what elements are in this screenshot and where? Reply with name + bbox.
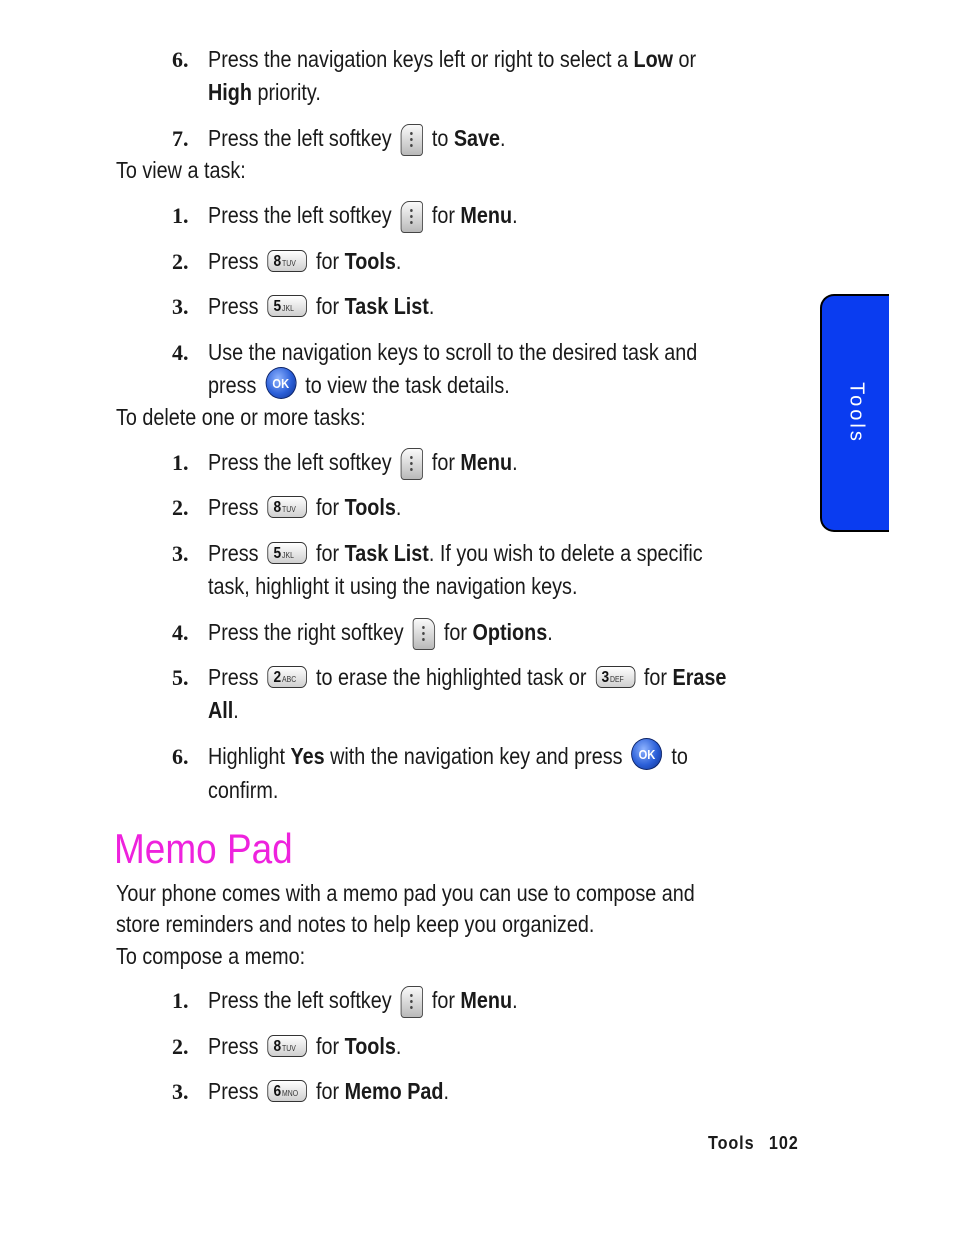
step-text: to <box>426 125 454 151</box>
key-5-icon <box>268 295 308 317</box>
step-text: . <box>512 202 518 228</box>
step-text: . If you wish to delete a specific <box>428 540 703 566</box>
step-bold: Task List <box>344 540 429 566</box>
key-number: 8 <box>273 1037 282 1055</box>
step-bold: Menu <box>460 202 513 228</box>
key-letters: TUV <box>282 258 296 268</box>
step-bold: Menu <box>460 987 513 1013</box>
key-letters: TUV <box>282 504 296 514</box>
step-text: Press <box>208 494 259 520</box>
step-number: 4. <box>172 340 189 365</box>
left-softkey-icon <box>401 201 423 233</box>
key-letters: JKL <box>282 303 294 313</box>
step-text: Highlight <box>208 743 291 769</box>
step-text: to view the task details. <box>299 372 510 398</box>
step-number: 6. <box>172 744 189 769</box>
step-text: Use the navigation keys to scroll to the desired task and <box>208 339 698 365</box>
step-text: with the navigation key and press <box>324 743 623 769</box>
step-bold: Save <box>453 125 501 151</box>
step-text: Press <box>208 1033 259 1059</box>
step-bold: Tools <box>344 494 396 520</box>
step-text: Press the left softkey <box>208 125 392 151</box>
step-number: 1. <box>172 203 189 228</box>
step-bold: Memo Pad <box>344 1078 444 1104</box>
key-number: 3 <box>601 668 610 686</box>
step-text: to erase the highlighted task or <box>310 664 587 690</box>
step-bold: Options <box>472 619 548 645</box>
side-tab-label: Tools <box>845 382 867 444</box>
step-number: 7. <box>172 126 189 151</box>
step-text: Press <box>208 540 259 566</box>
key-letters: ABC <box>282 674 297 684</box>
step-text: Press the right softkey <box>208 619 404 645</box>
memo-intro-line: store reminders and notes to help keep you organized. <box>116 911 595 937</box>
step-text: for <box>310 248 345 274</box>
step-number: 3. <box>172 541 189 566</box>
step-number: 2. <box>172 249 189 274</box>
step-number: 3. <box>172 294 189 319</box>
step-number: 3. <box>172 1079 189 1104</box>
step-bold: Yes <box>290 743 325 769</box>
key-3-icon <box>595 666 635 688</box>
key-number: 8 <box>273 498 282 516</box>
view-task-intro: To view a task: <box>116 157 246 183</box>
key-number: 8 <box>273 252 282 270</box>
delete-task-intro: To delete one or more tasks: <box>116 404 366 430</box>
key-number: 5 <box>273 544 282 562</box>
key-letters: TUV <box>282 1043 296 1053</box>
key-number: 6 <box>273 1082 282 1100</box>
step-text: for <box>310 293 345 319</box>
step-text: Press the left softkey <box>208 202 392 228</box>
key-letters: JKL <box>282 550 294 560</box>
step-text: . <box>428 293 435 319</box>
step-text: for <box>426 449 461 475</box>
step-text: . <box>512 449 518 475</box>
key-8-icon <box>268 1035 308 1057</box>
memo-intro-line: Your phone comes with a memo pad you can use to compose and <box>116 880 695 906</box>
step-text: . <box>395 494 402 520</box>
step-text: press <box>208 372 257 398</box>
key-letters: DEF <box>609 674 624 684</box>
step-text: Press the left softkey <box>208 449 392 475</box>
step-bold: Task List <box>344 293 429 319</box>
key-number: 5 <box>273 297 282 315</box>
step-text: Press <box>208 248 259 274</box>
step-text: Press <box>208 1078 259 1104</box>
step-text: . <box>395 1033 402 1059</box>
memo-intro <box>116 878 804 940</box>
left-softkey-icon <box>401 448 423 480</box>
key-8-icon <box>268 250 308 272</box>
footer-section: Tools <box>708 1133 755 1153</box>
step-text: for <box>638 664 673 690</box>
step-text: for <box>426 987 461 1013</box>
left-softkey-icon <box>401 986 423 1018</box>
step-number: 2. <box>172 1034 189 1059</box>
page-footer <box>708 1133 799 1154</box>
step-bold: Menu <box>460 449 513 475</box>
key-8-icon <box>268 496 308 518</box>
key-number: 2 <box>273 668 282 686</box>
ok-key-icon: OK <box>631 738 662 770</box>
page-number: 102 <box>768 1133 799 1153</box>
ok-key-icon: OK <box>265 367 296 399</box>
step-text: . <box>443 1078 450 1104</box>
step-bold: High <box>208 79 252 105</box>
step-bold: Tools <box>344 1033 396 1059</box>
step-text: or <box>673 46 697 72</box>
step-bold: Erase <box>672 664 727 690</box>
step-bold: Low <box>633 46 674 72</box>
step-text: for <box>310 1078 345 1104</box>
step-number: 1. <box>172 988 189 1013</box>
right-softkey-icon <box>413 618 435 650</box>
step-text: Press <box>208 664 259 690</box>
step-text: for <box>310 1033 345 1059</box>
step-text: task, highlight it using the navigation keys. <box>208 573 578 599</box>
step-text: for <box>438 619 473 645</box>
step-text: to <box>665 743 688 769</box>
key-6-icon <box>268 1080 308 1102</box>
step-number: 4. <box>172 620 189 645</box>
section-side-tab <box>820 294 889 532</box>
key-2-icon <box>268 666 308 688</box>
compose-intro: To compose a memo: <box>116 943 306 969</box>
step-text: for <box>310 540 345 566</box>
key-letters: MNO <box>282 1088 299 1098</box>
step-text: Press the left softkey <box>208 987 392 1013</box>
key-5-icon <box>268 542 308 564</box>
step-text: priority. <box>251 79 321 105</box>
step-bold: Tools <box>344 248 396 274</box>
step-text: . <box>512 987 518 1013</box>
left-softkey-icon <box>401 124 423 156</box>
section-heading: Memo Pad <box>114 825 293 872</box>
step-text: Press <box>208 293 259 319</box>
step-number: 5. <box>172 665 189 690</box>
step-text: . <box>547 619 553 645</box>
step-number: 1. <box>172 450 189 475</box>
step-text: for <box>426 202 461 228</box>
step-text: confirm. <box>208 776 279 803</box>
step-text: . <box>500 125 506 151</box>
step-number: 6. <box>172 47 189 72</box>
step-text: . <box>233 697 239 723</box>
step-bold: All <box>208 697 234 723</box>
step-text: Press the navigation keys left or right to select a <box>208 46 634 72</box>
step-number: 2. <box>172 495 189 520</box>
step-text: for <box>310 494 345 520</box>
step-text: . <box>395 248 402 274</box>
